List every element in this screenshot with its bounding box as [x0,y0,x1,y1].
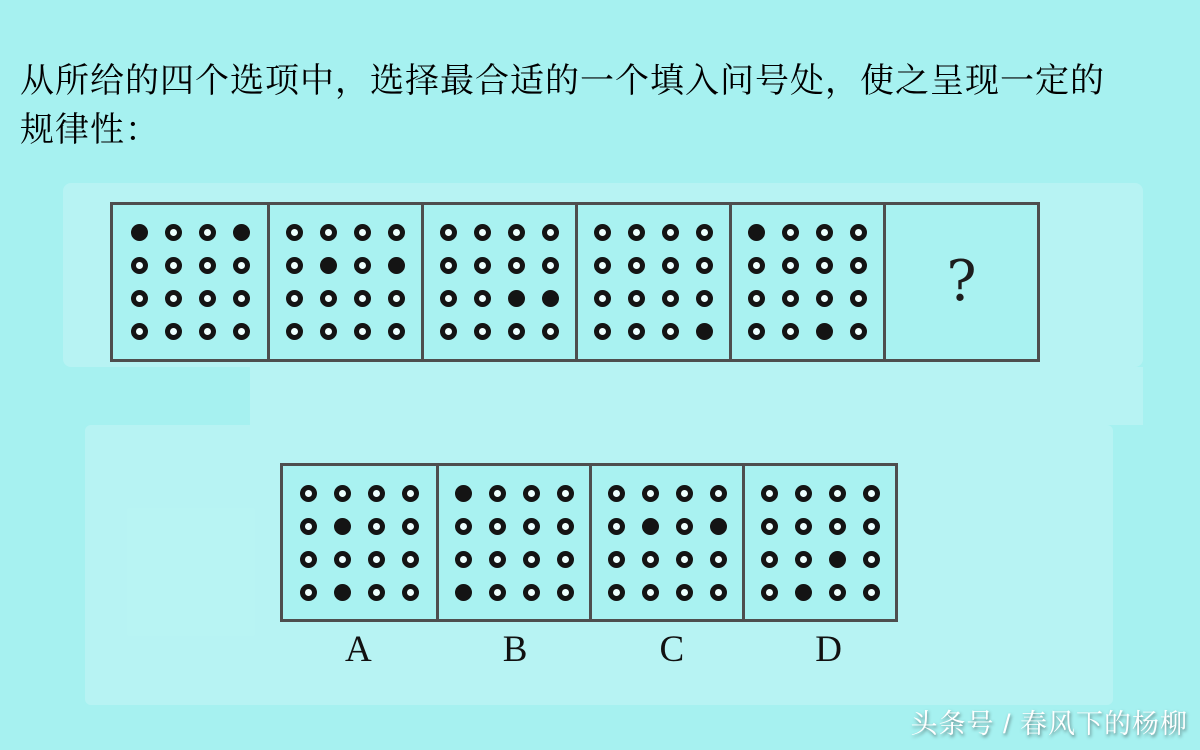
dot-empty [199,224,216,241]
question-mark: ? [946,249,977,314]
answer-options-strip [280,463,898,622]
sequence-panel-4 [575,205,729,359]
option-label-A: A [345,629,372,670]
dot-empty [368,584,385,601]
dot-empty [388,224,405,241]
dot-empty [816,224,833,241]
dot-empty [300,551,317,568]
dot-grid [294,478,426,607]
dot-empty [489,518,506,535]
dot-empty [829,485,846,502]
dot-empty [300,485,317,502]
dot-empty [761,551,778,568]
dot-grid [434,218,566,347]
dot-empty [594,290,611,307]
dot-empty [710,485,727,502]
dot-empty [748,257,765,274]
dot-grid [448,478,580,607]
dot-filled [795,584,812,601]
sequence-panel-5 [729,205,883,359]
dot-empty [863,551,880,568]
dot-empty [508,257,525,274]
dot-empty [816,257,833,274]
dot-empty [388,290,405,307]
dot-empty [523,485,540,502]
dot-grid [280,218,412,347]
dot-empty [557,518,574,535]
dot-empty [440,224,457,241]
dot-empty [165,224,182,241]
dot-empty [863,485,880,502]
dot-empty [782,323,799,340]
dot-empty [354,323,371,340]
dot-empty [368,551,385,568]
dot-empty [710,584,727,601]
dot-empty [594,224,611,241]
dot-empty [542,224,559,241]
dot-empty [165,323,182,340]
dot-empty [402,584,419,601]
dot-empty [402,518,419,535]
dot-empty [199,257,216,274]
dot-empty [523,584,540,601]
dot-empty [676,551,693,568]
option-label-C: C [659,629,685,670]
dot-empty [286,323,303,340]
dot-empty [850,224,867,241]
dot-empty [662,290,679,307]
dot-grid [742,218,874,347]
dot-empty [829,518,846,535]
dot-empty [628,323,645,340]
dot-empty [761,485,778,502]
dot-empty [782,224,799,241]
dot-filled [696,323,713,340]
dot-empty [334,485,351,502]
question-text [20,57,1105,155]
dot-empty [233,290,250,307]
dot-empty [542,257,559,274]
dot-empty [748,290,765,307]
dot-empty [594,257,611,274]
dot-empty [402,485,419,502]
dot-empty [863,518,880,535]
dot-empty [368,485,385,502]
dot-empty [710,551,727,568]
option-labels-row [280,628,907,671]
dot-empty [608,518,625,535]
dot-empty [662,323,679,340]
dot-empty [474,323,491,340]
dot-empty [233,323,250,340]
dot-empty [474,290,491,307]
dot-filled [710,518,727,535]
dot-empty [334,551,351,568]
dot-empty [388,323,405,340]
question-line-1: 从所给的四个选项中，选择最合适的一个填入问号处，使之呈现一定的 [20,62,1105,100]
dot-empty [608,485,625,502]
dot-empty [131,323,148,340]
dot-grid [588,218,720,347]
dot-filled [320,257,337,274]
dot-filled [642,518,659,535]
dot-empty [368,518,385,535]
dot-grid [124,218,256,347]
dot-empty [199,323,216,340]
dot-empty [557,584,574,601]
dot-empty [320,290,337,307]
dot-empty [608,551,625,568]
dot-filled [829,551,846,568]
sequence-panel-2 [267,205,421,359]
dot-empty [286,257,303,274]
dot-empty [795,551,812,568]
dot-empty [782,290,799,307]
sequence-panel-1 [113,205,267,359]
dot-empty [131,257,148,274]
dot-empty [440,290,457,307]
dot-empty [455,518,472,535]
dot-empty [165,257,182,274]
dot-empty [542,323,559,340]
dot-empty [489,551,506,568]
dot-filled [455,584,472,601]
dot-filled [334,518,351,535]
dot-empty [696,224,713,241]
dot-empty [523,518,540,535]
dot-empty [440,257,457,274]
dot-empty [850,290,867,307]
sequence-panel-question [883,205,1037,359]
dot-empty [628,257,645,274]
dot-empty [782,257,799,274]
dot-filled [455,485,472,502]
dot-empty [474,224,491,241]
dot-empty [642,551,659,568]
dot-empty [474,257,491,274]
dot-empty [850,257,867,274]
watermark: 头条号 / 春风下的杨柳 [910,709,1188,739]
dot-empty [676,518,693,535]
dot-empty [320,224,337,241]
dot-empty [557,551,574,568]
dot-empty [676,584,693,601]
dot-grid [601,478,733,607]
dot-empty [523,551,540,568]
sequence-panel-3 [421,205,575,359]
dot-empty [165,290,182,307]
dot-empty [455,551,472,568]
dot-empty [748,323,765,340]
option-label-B: B [502,629,528,670]
dot-filled [233,224,250,241]
dot-empty [286,290,303,307]
option-panel-D[interactable] [742,466,895,619]
dot-grid [754,478,886,607]
dot-empty [829,584,846,601]
option-label-D: D [815,629,842,670]
dot-empty [354,290,371,307]
dot-empty [320,323,337,340]
dot-filled [816,323,833,340]
dot-empty [662,257,679,274]
dot-empty [508,323,525,340]
dot-filled [508,290,525,307]
dot-empty [642,485,659,502]
dot-empty [300,584,317,601]
dot-empty [816,290,833,307]
dot-empty [761,584,778,601]
dot-empty [557,485,574,502]
dot-empty [662,224,679,241]
option-panel-A[interactable] [283,466,436,619]
option-panel-C[interactable] [589,466,742,619]
dot-empty [489,584,506,601]
dot-empty [795,485,812,502]
dot-empty [402,551,419,568]
dot-empty [508,224,525,241]
dot-empty [628,290,645,307]
dot-empty [300,518,317,535]
dot-empty [696,290,713,307]
question-line-2: 规律性： [20,111,160,149]
puzzle-sequence-strip [110,202,1040,362]
dot-filled [131,224,148,241]
dot-empty [594,323,611,340]
dot-empty [628,224,645,241]
dot-empty [199,290,216,307]
dot-empty [608,584,625,601]
dot-empty [642,584,659,601]
option-panel-B[interactable] [436,466,589,619]
dot-empty [286,224,303,241]
dot-empty [676,485,693,502]
dot-filled [542,290,559,307]
dot-empty [489,485,506,502]
dot-empty [761,518,778,535]
dot-empty [233,257,250,274]
dot-filled [334,584,351,601]
dot-empty [850,323,867,340]
dot-filled [748,224,765,241]
dot-empty [440,323,457,340]
dot-empty [131,290,148,307]
dot-filled [388,257,405,274]
tonal-overlay-middle [250,367,1143,425]
dot-empty [354,224,371,241]
dot-empty [696,257,713,274]
dot-empty [354,257,371,274]
dot-empty [863,584,880,601]
dot-empty [795,518,812,535]
